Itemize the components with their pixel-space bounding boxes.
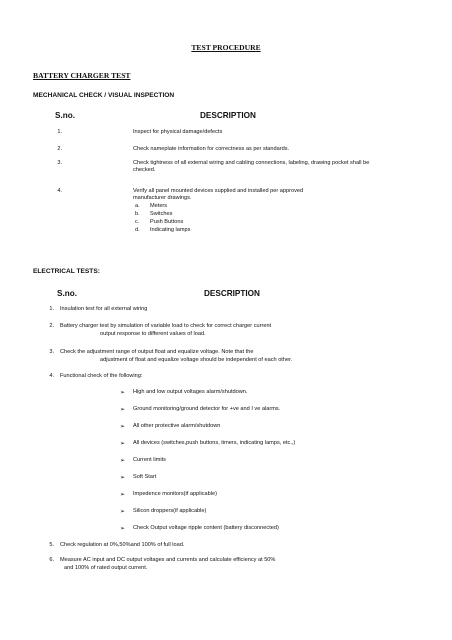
- bullet-item: Soft Start: [133, 474, 157, 480]
- mechanical-item-number: 2.: [57, 146, 62, 152]
- bullet-item: High and low output voltages alarm/shutdown.: [133, 389, 248, 395]
- mechanical-item-text: Check tightness of all external wiring and cabling connections, labeling, drawing pocket shall be checked.: [133, 160, 370, 174]
- electrical-item-number: 1.: [49, 306, 54, 312]
- electrical-item-number: 2.: [49, 323, 54, 329]
- sub-item-text: Push Buttons: [150, 219, 184, 225]
- mechanical-col-description: DESCRIPTION: [200, 111, 256, 120]
- mechanical-item-number: 4.: [57, 188, 62, 194]
- bullet-item: All other protective alarm/shutdown: [133, 423, 221, 429]
- section-title: BATTERY CHARGER TEST: [33, 71, 131, 80]
- bullet-item: Check Output voltage ripple content (battery disconnected): [133, 525, 279, 531]
- electrical-item-number: 6.: [49, 557, 54, 563]
- electrical-item-number: 3.: [49, 349, 54, 355]
- sub-item-text: Switches: [150, 211, 173, 217]
- mechanical-item-text: Check nameplate information for correctness as per standards.: [133, 146, 290, 152]
- mechanical-item-number: 3.: [57, 160, 62, 166]
- electrical-col-sno: S.no.: [57, 289, 78, 298]
- electrical-item-text: Measure AC input and DC output voltages and currents and calculate efficiency at 50%: [60, 557, 276, 563]
- arrow-bullet-icon: ➢: [120, 509, 126, 515]
- arrow-bullet-icon: ➢: [120, 424, 126, 430]
- electrical-item-text-continued: and 100% of rated output current.: [64, 565, 148, 571]
- bullet-item: Silicon droppers(if applicable): [133, 508, 207, 514]
- electrical-item-text-continued: output response to different values of load.: [100, 331, 206, 337]
- sub-item-letter: a.: [135, 203, 140, 209]
- electrical-col-description: DESCRIPTION: [204, 289, 260, 298]
- electrical-item-text: Check the adjustment range of output float and equalize voltage. Note that the: [60, 349, 254, 355]
- bullet-item: Current limits: [133, 457, 166, 463]
- sub-item-letter: d.: [135, 227, 140, 233]
- electrical-heading: ELECTRICAL TESTS:: [33, 268, 100, 275]
- arrow-bullet-icon: ➢: [120, 458, 126, 464]
- sub-item-text: Meters: [150, 203, 168, 209]
- electrical-item-text: Insulation test for all external wiring: [60, 306, 148, 312]
- sub-item-letter: c.: [135, 219, 140, 225]
- mechanical-item-number: 1.: [57, 129, 62, 135]
- sub-item-letter: b.: [135, 211, 140, 217]
- bullet-item: Impedence monitors(if applicable): [133, 491, 217, 497]
- arrow-bullet-icon: ➢: [120, 441, 126, 447]
- arrow-bullet-icon: ➢: [120, 492, 126, 498]
- mechanical-col-sno: S.no.: [55, 111, 76, 120]
- mechanical-item-text: Verify all panel mounted devices supplied and installed per approved manufacturer drawings.: [133, 188, 304, 202]
- electrical-item-text-continued: adjustment of float and equalize voltage should be independent of each other.: [100, 357, 293, 363]
- arrow-bullet-icon: ➢: [120, 407, 126, 413]
- arrow-bullet-icon: ➢: [120, 526, 126, 532]
- arrow-bullet-icon: ➢: [120, 390, 126, 396]
- page-title: TEST PROCEDURE: [191, 43, 261, 52]
- bullet-item: All devices (switches,push buttons, timers, indicating lamps, etc.,): [133, 440, 296, 446]
- arrow-bullet-icon: ➢: [120, 475, 126, 481]
- mechanical-heading: MECHANICAL CHECK / VISUAL INSPECTION: [33, 92, 175, 99]
- electrical-item-text: Functional check of the following:: [60, 373, 143, 379]
- electrical-item-text: Battery charger test by simulation of variable load to check for correct charger current: [60, 323, 272, 329]
- electrical-item-text: Check regulation at 0%,50%and 100% of full load.: [60, 542, 185, 548]
- electrical-item-number: 5.: [49, 542, 54, 548]
- electrical-item-number: 4.: [49, 373, 54, 379]
- mechanical-item-text: Inspect for physical damage/defects: [133, 129, 223, 135]
- bullet-item: Ground monitoring/ground detector for +ve and I ve alarms.: [133, 406, 281, 412]
- sub-item-text: Indicating lamps: [150, 227, 191, 233]
